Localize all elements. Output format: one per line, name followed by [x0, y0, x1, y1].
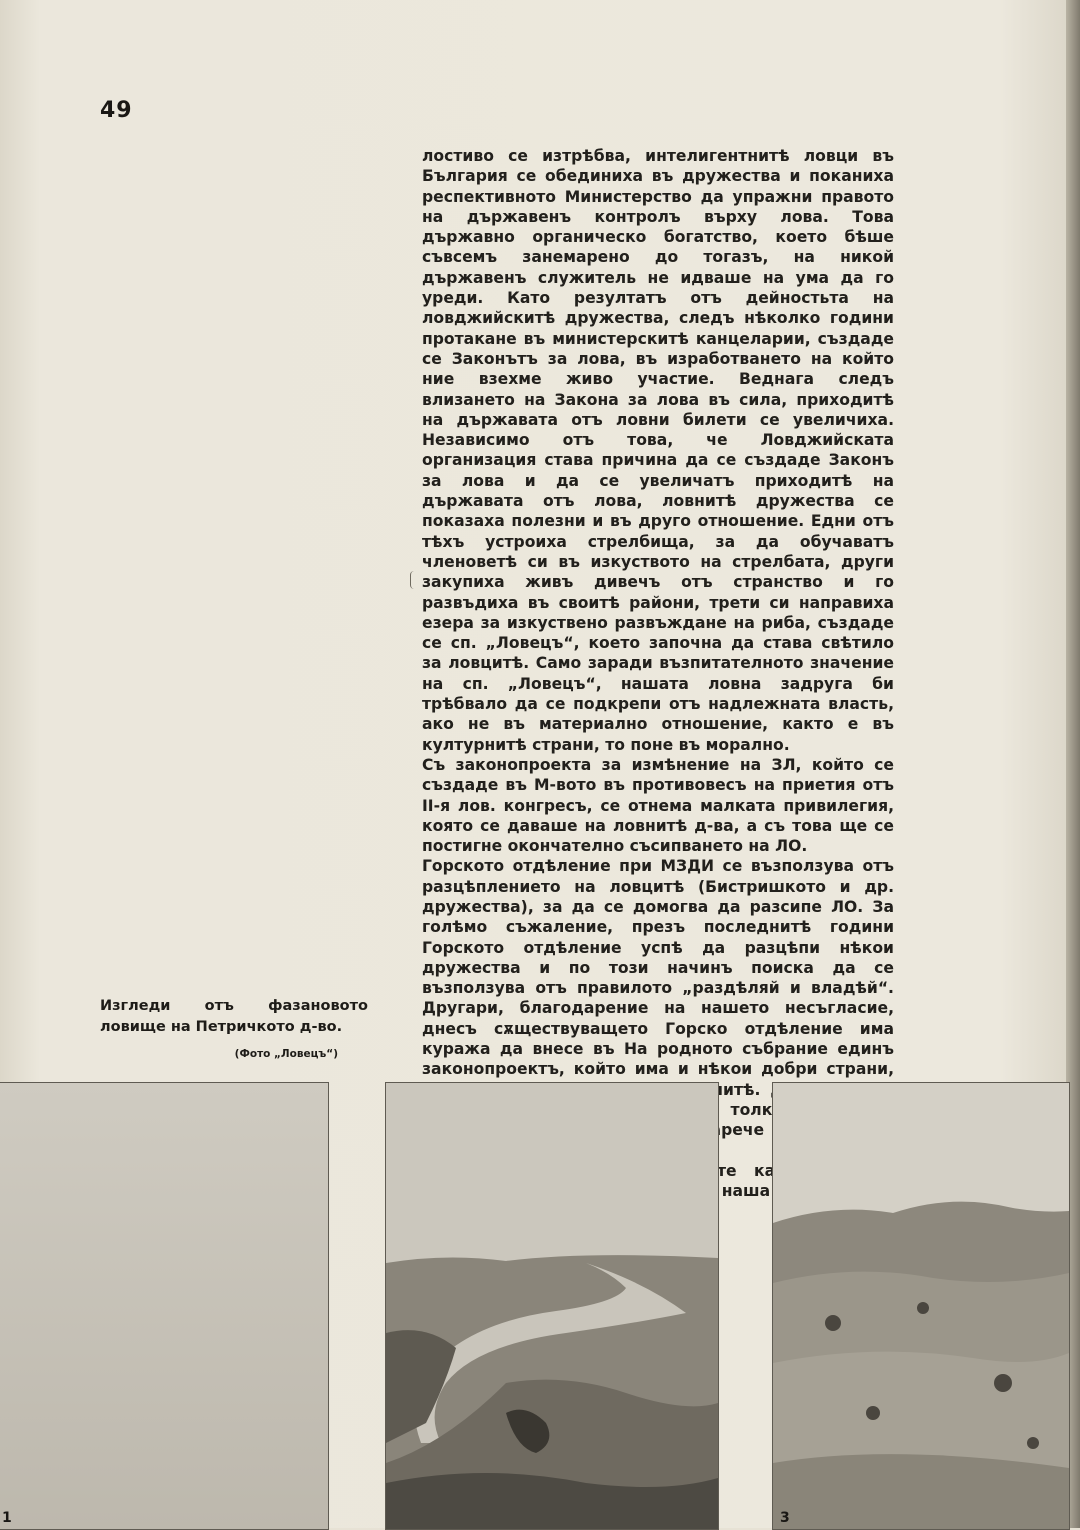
article-body [422, 146, 894, 1222]
photo-number-3: 3 [780, 1510, 790, 1526]
article-paragraph-1: лостиво се изтрѣбва, интелигентнитѣ ловци въ България се обединиха въ дружества и поканиха респективното Министерство да упражни правото на държавенъ контролъ върху лова. Това държавно органическо богатство, което бѣше съвсемъ занемарено до тогазъ, на никой държавенъ служитель не идваше на ума да го уреди. Като резултатъ отъ дейностьта на ловджийскитѣ дружества, следъ нѣколко години протакане въ министерскитѣ канцеларии, създаде се Законътъ за лова, въ изработването на който ние взехме живо участие. Веднага следъ влизането на Закона за лова въ сила, приходитѣ на държавата отъ ловни билети се увеличиха. Независимо отъ това, че Ловджийската организация става причина да се създаде Законъ за лова и да се увеличатъ приходитѣ на държавата отъ лова, ловнитѣ дружества се показаха полезни и въ друго отношение. Едни отъ тѣхъ устроиха стрелбища, за да обучаватъ членоветѣ си въ изкуството на стрелбата, други закупиха живъ дивечъ отъ странство и го развъдиха въ своитѣ райони, трети си направиха езера за изкуствено развъждане на риба, създаде се сп. „Ловецъ“, което започна да става свѣтило за ловцитѣ. Само заради възпитателното значение на сп. „Ловецъ“, нашата ловна задруга би трѣбвало да се подкрепи отъ надлежната власть, ако не въ материално отношение, както е въ културнитѣ страни, то поне въ морално. [422, 147, 894, 754]
photo-lake-treeline [0, 1082, 329, 1530]
caption-credit: (Фото „Ловецъ“) [234, 1048, 338, 1060]
article-paragraph-3: Горското отдѣление при МЗДИ се възползува отъ разцѣплението на ловцитѣ (Бистришкото и др. дружества), за да се домогва да разсипе ЛО. За голѣмо съжаление, презъ последнитѣ години Горското отдѣление успѣ да разцѣпи нѣкои дружества и по този начинъ поиска да се възползува отъ правилото „раздѣляй и владѣй“. Другари, благодарение на нашето несъгласие, днесъ сѫществуващето Горско отдѣление има куража да внесе въ На родното събрание единъ законопроектъ, който има и нѣкои добри страни, лошитѣ. толкозъ нарече [422, 857, 894, 1140]
pencil-mark [410, 571, 414, 589]
photo-winding-river [385, 1082, 719, 1530]
article-paragraph-2: Съ законопроекта за измѣнение на ЗЛ, който се създаде въ М-вото въ противовесъ на приетия отъ II-я лов. конгресъ, се отнема малката привилегия, която се даваше на ловнитѣ д-ва, а съ това ще се постигне окончателно съсипването на ЛО. [422, 755, 894, 856]
photo-number-1: 1 [2, 1510, 12, 1526]
photo-hilly-meadow [772, 1082, 1070, 1530]
article-paragraph-4: наша [721, 1182, 771, 1201]
page-number: 49 [100, 98, 133, 123]
caption-title: Изгледи отъ фазановото ловище на Петричкото д-во. [100, 998, 368, 1035]
photo-caption [100, 996, 368, 1065]
